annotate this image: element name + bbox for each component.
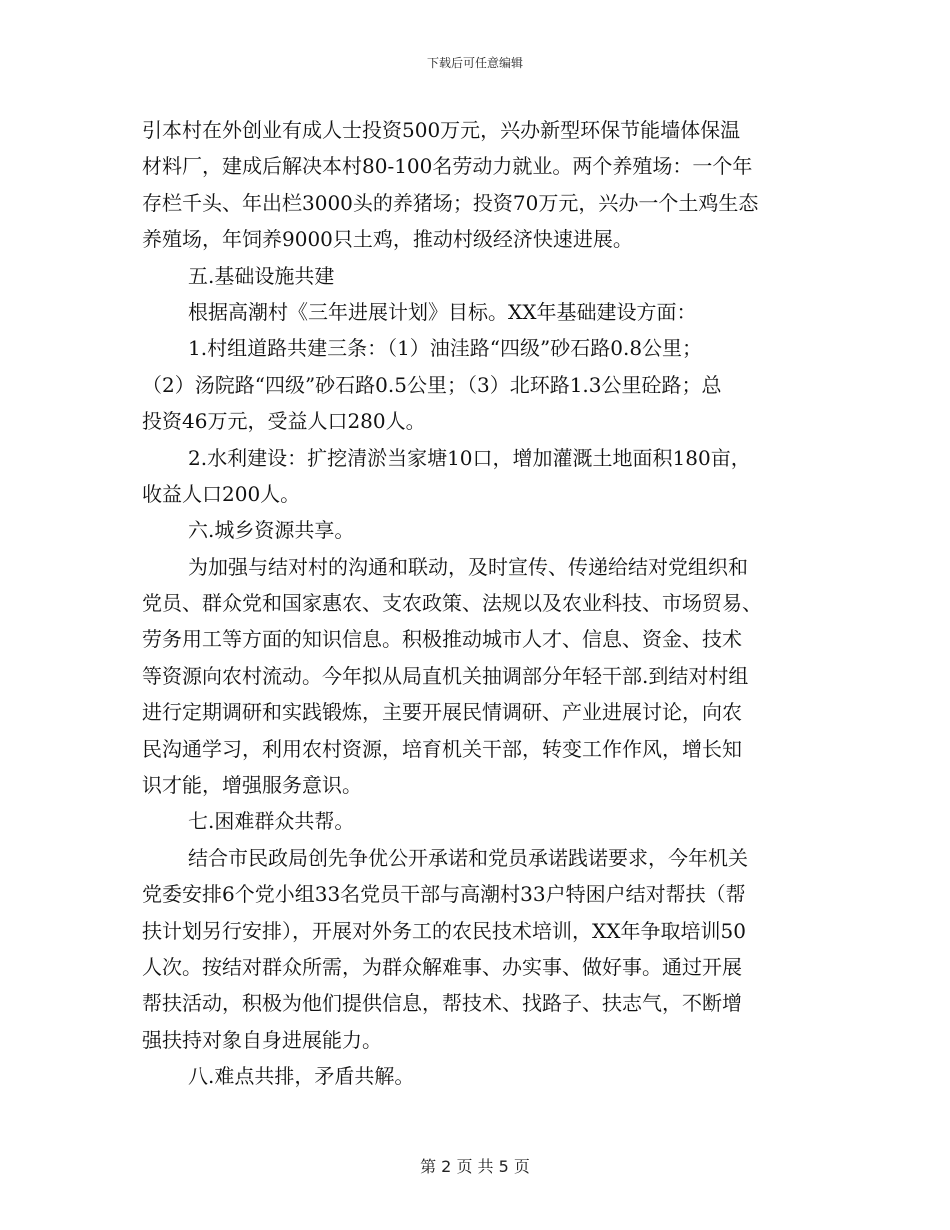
document-body — [142, 112, 814, 1095]
text-line: 识才能，增强服务意识。 — [142, 773, 362, 798]
page-footer: 第 2 页 共 5 页 — [420, 1157, 530, 1176]
text-line: 为加强与结对村的沟通和联动，及时宣传、传递给结对党组织和 — [188, 554, 748, 579]
text-line: （2）汤院路“四级”砂石路0.5公里；（3）北环路1.3公里砼路；总 — [142, 372, 722, 397]
text-line: 进行定期调研和实践锻炼，主要开展民情调研、产业进展讨论，向农 — [142, 700, 742, 725]
text-line: 强扶持对象自身进展能力。 — [142, 1027, 382, 1052]
text-line: 结合市民政局创先争优公开承诺和党员承诺践诺要求，今年机关 — [188, 845, 748, 870]
text-line: 民沟通学习，利用农村资源，培育机关干部，转变工作作风，增长知 — [142, 736, 742, 761]
text-line: 材料厂，建成后解决本村80-100名劳动力就业。两个养殖场：一个年 — [142, 154, 753, 179]
text-line: 存栏千头、年出栏3000头的养猪场；投资70万元，兴办一个土鸡生态 — [142, 190, 759, 215]
text-line: 五.基础设施共建 — [188, 263, 335, 288]
page-header: 下载后可任意编辑 — [426, 56, 523, 70]
text-line: 党员、群众党和国家惠农、支农政策、法规以及农业科技、市场贸易、 — [142, 591, 762, 616]
text-line: 八.难点共排，矛盾共解。 — [188, 1064, 415, 1089]
text-line: 人次。按结对群众所需，为群众解难事、办实事、做好事。通过开展 — [142, 954, 742, 979]
text-line: 七.困难群众共帮。 — [188, 809, 355, 834]
text-line: 投资46万元，受益人口280人。 — [142, 409, 426, 434]
text-line: 收益人口200人。 — [142, 481, 301, 506]
text-line: 党委安排6个党小组33名党员干部与高潮村33户特困户结对帮扶（帮 — [142, 882, 746, 907]
text-line: 等资源向农村流动。今年拟从局直机关抽调部分年轻干部.到结对村组 — [142, 663, 749, 688]
text-line: 劳务用工等方面的知识信息。积极推动城市人才、信息、资金、技术 — [142, 627, 742, 652]
text-line: 1.村组道路共建三条：（1）油洼路“四级”砂石路0.8公里； — [188, 336, 703, 361]
text-line: 2.水利建设：扩挖清淤当家塘10口，增加灌溉土地面积180亩， — [188, 445, 751, 470]
text-line: 六.城乡资源共享。 — [188, 518, 355, 543]
text-line: 引本村在外创业有成人士投资500万元，兴办新型环保节能墙体保温 — [142, 118, 741, 142]
text-line: 扶计划另行安排），开展对外务工的农民技术培训，XX年争取培训50 — [142, 918, 746, 943]
text-line: 根据高潮村《三年进展计划》目标。XX年基础建设方面： — [188, 299, 697, 324]
text-line: 养殖场，年饲养9000只土鸡，推动村级经济快速进展。 — [142, 227, 633, 252]
text-line: 帮扶活动，积极为他们提供信息，帮技术、找路子、扶志气，不断增 — [142, 991, 742, 1016]
